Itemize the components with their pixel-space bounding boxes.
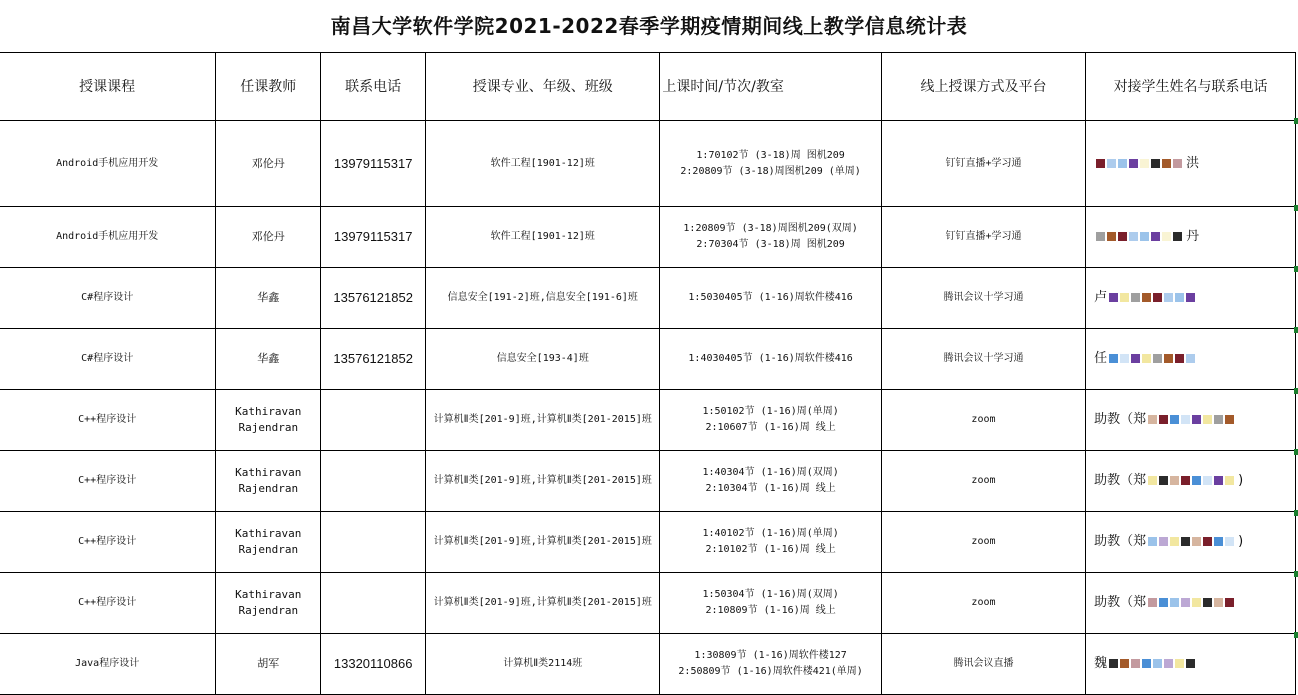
header-platform: 线上授课方式及平台 xyxy=(881,53,1085,121)
time-cell xyxy=(660,573,881,634)
major-cell: 计算机Ⅱ类[201-9]班,计算机Ⅱ类[201-2015]班 xyxy=(426,573,660,634)
header-contact: 对接学生姓名与联系电话 xyxy=(1086,53,1296,121)
time-line-1: 1:70102节 (3-18)周 图机209 xyxy=(696,149,845,161)
time-line-2: 2:10809节 (1-16)周 线上 xyxy=(705,605,836,616)
redaction-block xyxy=(1175,354,1184,363)
major-cell: 计算机Ⅱ类[201-9]班,计算机Ⅱ类[201-2015]班 xyxy=(426,512,660,573)
redaction-block xyxy=(1186,293,1195,302)
redaction-block xyxy=(1140,232,1149,241)
contact-name-prefix: 助教（郑 xyxy=(1094,473,1147,488)
redaction-block xyxy=(1214,598,1223,607)
redaction-block xyxy=(1162,159,1171,168)
contact-name-prefix: 助教（郑 xyxy=(1094,595,1147,610)
redaction-block xyxy=(1170,415,1179,424)
redaction-block xyxy=(1164,659,1173,668)
course-cell: C++程序设计 xyxy=(0,390,216,451)
contact-cell xyxy=(1086,268,1296,329)
time-line-2: 2:10102节 (1-16)周 线上 xyxy=(705,544,836,555)
header-major: 授课专业、年级、班级 xyxy=(426,53,660,121)
table-row xyxy=(0,634,1296,695)
header-time: 上课时间/节次/教室 xyxy=(660,53,881,121)
time-line-2: 2:10304节 (1-16)周 线上 xyxy=(705,483,836,494)
time-line-2: 2:10607节 (1-16)周 线上 xyxy=(705,422,836,433)
teacher-cell: 华鑫 xyxy=(216,268,321,329)
phone-cell xyxy=(321,512,426,573)
redaction-block xyxy=(1192,476,1201,485)
teacher-cell: 华鑫 xyxy=(216,329,321,390)
redaction-block xyxy=(1096,232,1105,241)
redaction-block xyxy=(1175,293,1184,302)
time-line-1: 1:50102节 (1-16)周(单周) xyxy=(702,406,839,417)
redacted-contact xyxy=(1107,656,1195,671)
time-line-1: 1:20809节 (3-18)周图机209(双周) xyxy=(683,223,858,234)
redacted-contact xyxy=(1107,351,1195,366)
redaction-block xyxy=(1120,354,1129,363)
redaction-block xyxy=(1096,159,1105,168)
phone-cell xyxy=(321,573,426,634)
time-line-1: 1:30809节 (1-16)周软件楼127 xyxy=(694,650,847,661)
platform-cell: 腾讯会议直播 xyxy=(881,634,1085,695)
redaction-block xyxy=(1109,293,1118,302)
contact-cell xyxy=(1086,390,1296,451)
contact-name-suffix: 洪 xyxy=(1186,155,1200,171)
redaction-block xyxy=(1186,659,1195,668)
redaction-block xyxy=(1173,159,1182,168)
phone-cell: 13320110866 xyxy=(321,634,426,695)
redaction-block xyxy=(1151,159,1160,168)
platform-cell: zoom xyxy=(881,512,1085,573)
course-cell: Android手机应用开发 xyxy=(0,207,216,268)
contact-cell xyxy=(1086,634,1296,695)
table-row xyxy=(0,207,1296,268)
redacted-contact xyxy=(1107,290,1195,305)
redaction-block xyxy=(1214,537,1223,546)
course-cell: C++程序设计 xyxy=(0,451,216,512)
comment-marker-icon xyxy=(1294,266,1298,272)
course-cell: C++程序设计 xyxy=(0,573,216,634)
platform-cell: zoom xyxy=(881,390,1085,451)
contact-name-prefix: 魏 xyxy=(1094,656,1108,671)
redaction-block xyxy=(1151,232,1160,241)
redaction-block xyxy=(1148,598,1157,607)
redaction-block xyxy=(1203,415,1212,424)
time-line-1: 1:4030405节 (1-16)周软件楼416 xyxy=(688,353,853,364)
redaction-block xyxy=(1109,354,1118,363)
teacher-cell: 邓伦丹 xyxy=(216,121,321,207)
redaction-block xyxy=(1192,537,1201,546)
comment-marker-icon xyxy=(1294,632,1298,638)
time-line-1: 1:40102节 (1-16)周(单周) xyxy=(702,528,839,539)
major-cell: 软件工程[1901-12]班 xyxy=(426,207,660,268)
platform-cell: 钉钉直播+学习通 xyxy=(881,207,1085,268)
redaction-block xyxy=(1120,293,1129,302)
redaction-block xyxy=(1181,537,1190,546)
table-row xyxy=(0,573,1296,634)
redacted-contact xyxy=(1146,595,1234,610)
time-line-2: 2:70304节 (3-18)周 图机209 xyxy=(696,239,845,250)
table-row xyxy=(0,512,1296,573)
comment-marker-icon xyxy=(1294,510,1298,516)
redaction-block xyxy=(1164,293,1173,302)
contact-name-suffix: ) xyxy=(1238,473,1244,488)
teacher-cell: Kathiravan Rajendran xyxy=(216,512,321,573)
phone-cell: 13576121852 xyxy=(321,268,426,329)
redaction-block xyxy=(1162,232,1171,241)
redaction-block xyxy=(1225,415,1234,424)
teacher-cell: 邓伦丹 xyxy=(216,207,321,268)
redaction-block xyxy=(1107,232,1116,241)
redacted-contact xyxy=(1146,473,1234,488)
header-phone: 联系电话 xyxy=(321,53,426,121)
time-cell xyxy=(660,512,881,573)
redaction-block xyxy=(1159,415,1168,424)
time-cell xyxy=(660,268,881,329)
redaction-block xyxy=(1192,598,1201,607)
contact-cell xyxy=(1086,121,1296,207)
redaction-block xyxy=(1153,293,1162,302)
table-row xyxy=(0,390,1296,451)
redaction-block xyxy=(1181,476,1190,485)
redaction-block xyxy=(1142,293,1151,302)
contact-name-suffix: 丹 xyxy=(1186,229,1200,244)
redaction-block xyxy=(1203,537,1212,546)
platform-cell: zoom xyxy=(881,573,1085,634)
major-cell: 信息安全[193-4]班 xyxy=(426,329,660,390)
redaction-block xyxy=(1118,159,1127,168)
redaction-block xyxy=(1118,232,1127,241)
redaction-block xyxy=(1225,476,1234,485)
redaction-block xyxy=(1173,232,1182,241)
major-cell: 计算机Ⅱ类[201-9]班,计算机Ⅱ类[201-2015]班 xyxy=(426,390,660,451)
time-line-1: 1:5030405节 (1-16)周软件楼416 xyxy=(688,292,853,303)
redaction-block xyxy=(1148,476,1157,485)
platform-cell: 腾讯会议十学习通 xyxy=(881,329,1085,390)
table-row xyxy=(0,268,1296,329)
redaction-block xyxy=(1181,598,1190,607)
contact-name-prefix: 助教（郑 xyxy=(1094,412,1147,427)
phone-cell: 13979115317 xyxy=(321,207,426,268)
redaction-block xyxy=(1131,659,1140,668)
time-line-2: 2:20809节 (3-18)周图机209 (单周) xyxy=(680,165,861,177)
redaction-block xyxy=(1120,659,1129,668)
redaction-block xyxy=(1214,476,1223,485)
time-cell xyxy=(660,207,881,268)
redaction-block xyxy=(1203,476,1212,485)
header-teacher: 任课教师 xyxy=(216,53,321,121)
redaction-block xyxy=(1170,598,1179,607)
platform-cell: 腾讯会议十学习通 xyxy=(881,268,1085,329)
contact-cell xyxy=(1086,207,1296,268)
redaction-block xyxy=(1214,415,1223,424)
redacted-contact xyxy=(1146,412,1234,427)
time-line-2: 2:50809节 (1-16)周软件楼421(单周) xyxy=(678,666,863,677)
table-row xyxy=(0,121,1296,207)
teacher-cell: Kathiravan Rajendran xyxy=(216,573,321,634)
redaction-block xyxy=(1131,293,1140,302)
redaction-block xyxy=(1140,159,1149,168)
redaction-block xyxy=(1109,659,1118,668)
redaction-block xyxy=(1203,598,1212,607)
comment-marker-icon xyxy=(1294,388,1298,394)
platform-cell: 钉钉直播+学习通 xyxy=(881,121,1085,207)
contact-name-prefix: 任 xyxy=(1094,351,1108,366)
redacted-contact xyxy=(1094,156,1182,171)
course-cell: Java程序设计 xyxy=(0,634,216,695)
course-cell: C#程序设计 xyxy=(0,268,216,329)
time-cell xyxy=(660,451,881,512)
contact-cell xyxy=(1086,573,1296,634)
comment-marker-icon xyxy=(1294,449,1298,455)
redaction-block xyxy=(1225,537,1234,546)
contact-cell xyxy=(1086,512,1296,573)
redaction-block xyxy=(1225,598,1234,607)
redaction-block xyxy=(1129,159,1138,168)
document-title: 南昌大学软件学院2021-2022春季学期疫情期间线上教学信息统计表 xyxy=(330,14,968,38)
table-body xyxy=(0,121,1296,695)
redaction-block xyxy=(1153,659,1162,668)
redaction-block xyxy=(1192,415,1201,424)
contact-cell xyxy=(1086,329,1296,390)
redaction-block xyxy=(1142,659,1151,668)
course-cell: C#程序设计 xyxy=(0,329,216,390)
platform-cell: zoom xyxy=(881,451,1085,512)
redaction-block xyxy=(1159,598,1168,607)
redaction-block xyxy=(1148,415,1157,424)
time-cell xyxy=(660,121,881,207)
teacher-cell: Kathiravan Rajendran xyxy=(216,390,321,451)
contact-name-prefix: 助教（郑 xyxy=(1094,534,1147,549)
comment-marker-icon xyxy=(1294,571,1298,577)
comment-marker-icon xyxy=(1294,327,1298,333)
contact-name-prefix: 卢 xyxy=(1094,290,1108,305)
major-cell: 信息安全[191-2]班,信息安全[191-6]班 xyxy=(426,268,660,329)
teacher-cell: Kathiravan Rajendran xyxy=(216,451,321,512)
redaction-block xyxy=(1153,354,1162,363)
header-course: 授课课程 xyxy=(0,53,216,121)
time-cell xyxy=(660,390,881,451)
contact-name-suffix: ) xyxy=(1238,534,1244,549)
redacted-contact xyxy=(1146,534,1234,549)
major-cell: 软件工程[1901-12]班 xyxy=(426,121,660,207)
redaction-block xyxy=(1170,537,1179,546)
phone-cell: 13979115317 xyxy=(321,121,426,207)
time-line-1: 1:40304节 (1-16)周(双周) xyxy=(702,467,839,478)
redaction-block xyxy=(1129,232,1138,241)
course-cell: C++程序设计 xyxy=(0,512,216,573)
major-cell: 计算机Ⅱ类[201-9]班,计算机Ⅱ类[201-2015]班 xyxy=(426,451,660,512)
redaction-block xyxy=(1159,476,1168,485)
phone-cell: 13576121852 xyxy=(321,329,426,390)
table-row xyxy=(0,451,1296,512)
teacher-cell: 胡军 xyxy=(216,634,321,695)
time-line-1: 1:50304节 (1-16)周(双周) xyxy=(702,589,839,600)
redaction-block xyxy=(1181,415,1190,424)
redaction-block xyxy=(1170,476,1179,485)
contact-cell xyxy=(1086,451,1296,512)
redacted-contact xyxy=(1094,229,1182,244)
time-cell xyxy=(660,329,881,390)
course-cell: Android手机应用开发 xyxy=(0,121,216,207)
phone-cell xyxy=(321,390,426,451)
header-row xyxy=(0,53,1296,121)
redaction-block xyxy=(1159,537,1168,546)
table-row xyxy=(0,329,1296,390)
time-cell xyxy=(660,634,881,695)
redaction-block xyxy=(1142,354,1151,363)
major-cell: 计算机Ⅱ类2114班 xyxy=(426,634,660,695)
comment-marker-icon xyxy=(1294,118,1298,124)
redaction-block xyxy=(1131,354,1140,363)
redaction-block xyxy=(1148,537,1157,546)
redaction-block xyxy=(1175,659,1184,668)
comment-marker-icon xyxy=(1294,205,1298,211)
phone-cell xyxy=(321,451,426,512)
teaching-info-table xyxy=(0,52,1296,695)
redaction-block xyxy=(1186,354,1195,363)
redaction-block xyxy=(1107,159,1116,168)
redaction-block xyxy=(1164,354,1173,363)
